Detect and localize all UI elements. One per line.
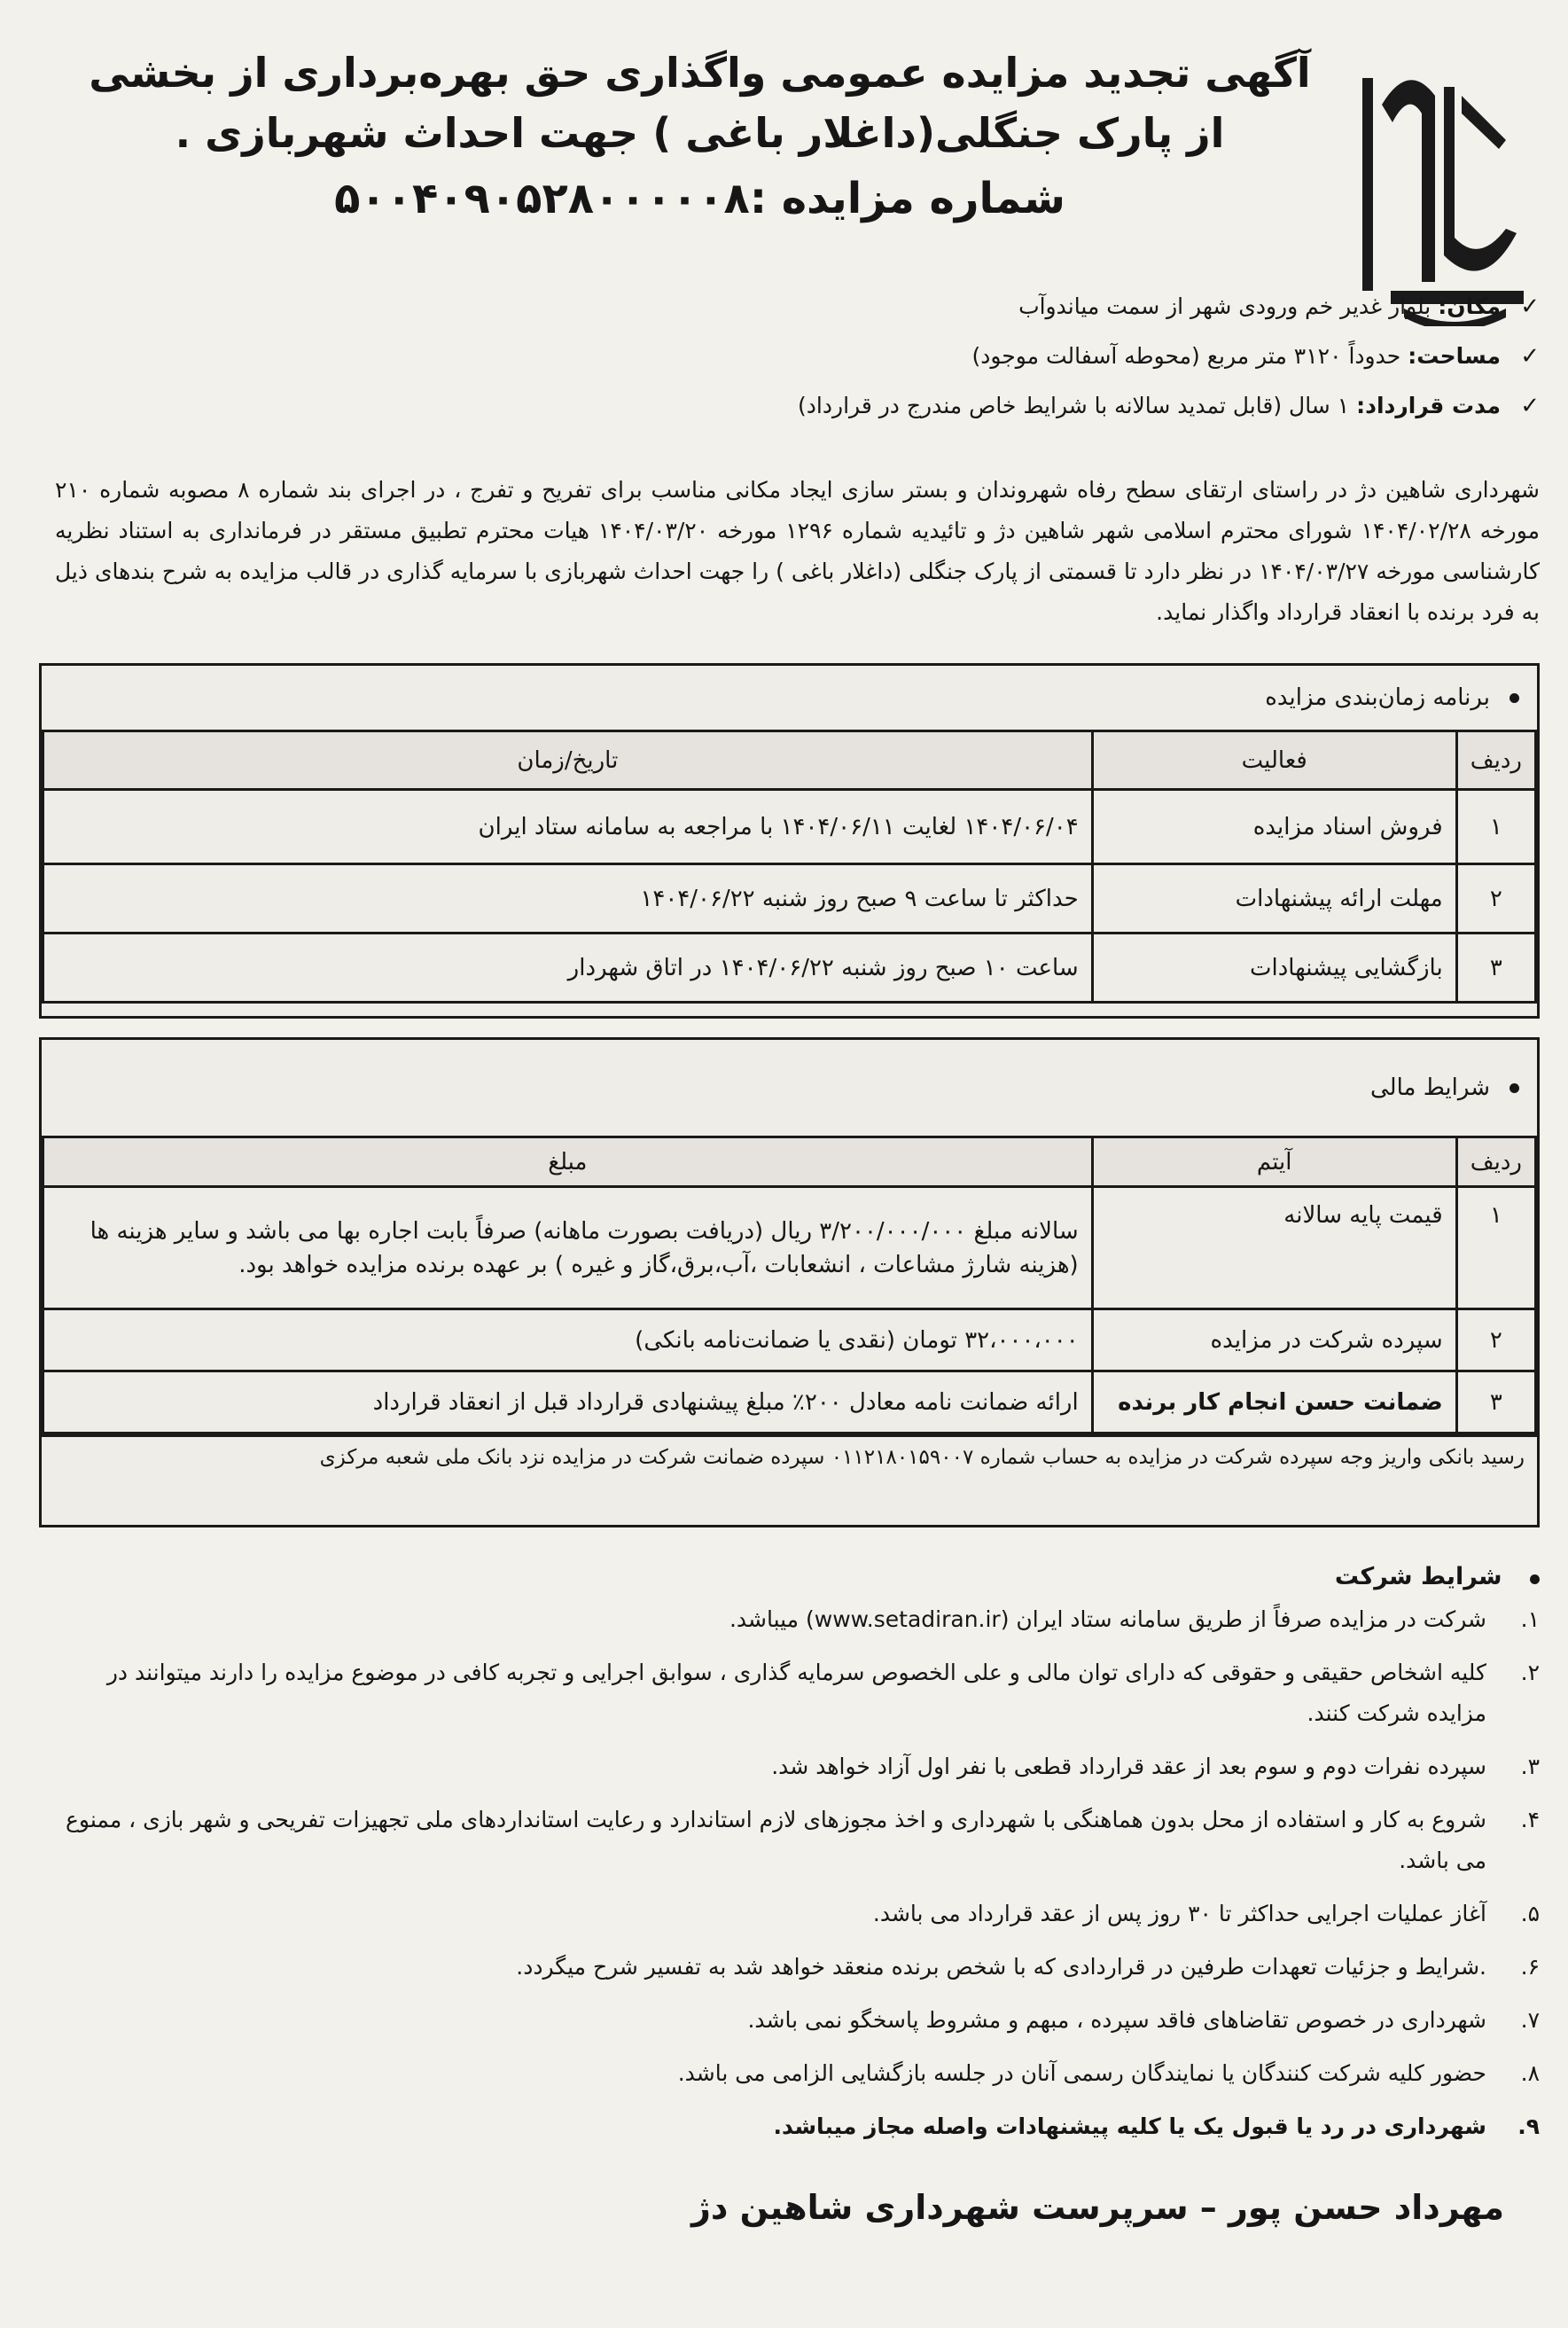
conditions-heading: شرایط شرکت xyxy=(55,1563,1540,1590)
table-row: ۳ ضمانت حسن انجام کار برنده ارائه ضمانت نامه معادل ۲۰۰٪ مبلغ پیشنهادی قرارداد قبل از انعقاد قرارداد xyxy=(43,1371,1536,1434)
list-item: ۸. حضور کلیه شرکت کنندگان یا نمایندگان رسمی آنان در جلسه بازگشایی الزامی می باشد. xyxy=(677,2060,1540,2086)
participation-conditions xyxy=(55,1563,1540,2160)
schedule-heading: برنامه زمان‌بندی مزایده xyxy=(42,666,1537,730)
table-row: ۲ مهلت ارائه پیشنهادات حداکثر تا ساعت ۹ صبح روز شنبه ۱۴۰۴/۰۶/۲۲ xyxy=(43,864,1536,934)
intro-paragraph: شهرداری شاهین دژ در راستای ارتقای سطح رفاه شهروندان و بستر سازی ایجاد مکانی مناسب برای تفریح و تفرج ، در اجرای بند شماره ۸ مصوبه شماره ۲۱۰ مورخه ۱۴۰۴/۰۲/۲۸ شورای محترم اسلامی شهر شاهین دژ و تائیدیه شماره ۱۲۹۶ مورخه ۱۴۰۴/۰۳/۲۰ هیات محترم تطبیق مستقر در فرمانداری به استناد نظریه کارشناسی مورخه ۱۴۰۴/۰۳/۲۷ در نظر دارد تا قسمتی از پارک جنگلی (داغلار باغی ) را جهت احداث شهربازی با سرمایه گذاری در قالب مزایده به شرح بندهای ذیل به فرد برنده با انعقاد قرارداد واگذار نماید. xyxy=(55,477,1541,625)
fact-location: ✓ مکان: بلوار غدیر خم ورودی شهر از سمت میاندوآب xyxy=(299,282,1540,332)
title-line-2: از پارک جنگلی(داغلار باغی ) جهت احداث شهربازی . xyxy=(175,109,1225,157)
check-icon: ✓ xyxy=(1520,393,1540,419)
conditions-list xyxy=(55,1599,1540,2147)
title-line-1: آگهی تجدید مزایده عمومی واگذاری حق بهره‌برداری از بخشی xyxy=(89,49,1311,97)
schedule-section xyxy=(39,663,1540,1019)
notice-title xyxy=(64,43,1336,230)
table-row: ۱ قیمت پایه سالانه سالانه مبلغ ۳/۲۰۰/۰۰۰/۰۰۰ ریال (دریافت بصورت ماهانه) صرفاً بابت اجاره بها می باشد و سایر هزینه ها (هزینه شارژ مشاعات ، انشعابات ،آب،برق،گاز و غیره ) بر عهده برنده مزایده خواهد بود. xyxy=(43,1187,1536,1309)
check-icon: ✓ xyxy=(1520,293,1540,320)
list-item: ۵. آغاز عملیات اجرایی حداکثر تا ۳۰ روز پس از عقد قرارداد می باشد. xyxy=(872,1901,1540,1926)
bullet-icon xyxy=(1530,1574,1540,1584)
list-item: ۳. سپرده نفرات دوم و سوم بعد از عقد قرارداد قطعی با نفر اول آزاد خواهد شد. xyxy=(771,1754,1540,1779)
bullet-icon xyxy=(1509,1083,1519,1093)
table-header-row: ردیف فعالیت تاریخ/زمان xyxy=(43,731,1536,790)
key-facts xyxy=(299,282,1540,431)
list-item: ۲. کلیه اشخاص حقیقی و حقوقی که دارای توان مالی و علی الخصوص سرمایه گذاری ، سوابق اجرایی و تجربه کافی در موضوع مزایده را دارند میتوانند در مزایده شرکت کنند. xyxy=(106,1660,1540,1726)
auction-number: شماره مزایده :۵۰۰۴۰۹۰۵۲۸۰۰۰۰۰۸ xyxy=(334,174,1065,223)
signature: مهرداد حسن پور – سرپرست شهرداری شاهین دژ xyxy=(690,2188,1504,2227)
table-row: ۲ سپرده شرکت در مزایده ۳۲،۰۰۰،۰۰۰ تومان (نقدی یا ضمانت‌نامه بانکی) xyxy=(43,1309,1536,1371)
bank-receipt-note: رسید بانکی واریز وجه سپرده شرکت در مزایده به حساب شماره ۰۱۱۲۱۸۰۱۵۹۰۰۷ سپرده ضمانت شرکت در مزایده نزد بانک ملی شعبه مرکزی xyxy=(42,1434,1537,1478)
fact-area: ✓ مساحت: حدوداً ۳۱۲۰ متر مربع (محوطه آسفالت موجود) xyxy=(299,332,1540,381)
list-item: ۹. شهرداری در رد یا قبول یک یا کلیه پیشنهادات واصله مجاز میباشد. xyxy=(773,2113,1540,2139)
notice-page xyxy=(28,25,1540,2303)
list-item: ۴. شروع به کار و استفاده از محل بدون هماهنگی با شهرداری و اخذ مجوزهای لازم استاندارد و رعایت استانداردهای ملی تجهیزات تفریحی و شهر بازی ، ممنوع می باشد. xyxy=(65,1807,1540,1873)
financial-table xyxy=(42,1136,1537,1434)
table-row: ۳ بازگشایی پیشنهادات ساعت ۱۰ صبح روز شنبه ۱۴۰۴/۰۶/۲۲ در اتاق شهردار xyxy=(43,934,1536,1003)
schedule-table xyxy=(42,730,1537,1004)
fact-duration: ✓ مدت قرارداد: ۱ سال (قابل تمدید سالانه با شرایط خاص مندرج در قرارداد) xyxy=(299,381,1540,431)
table-header-row: ردیف آیتم مبلغ xyxy=(43,1137,1536,1187)
check-icon: ✓ xyxy=(1520,343,1540,370)
financial-section xyxy=(39,1037,1540,1527)
list-item: ۷. شهرداری در خصوص تقاضاهای فاقد سپرده ، مبهم و مشروط پاسخگو نمی باشد. xyxy=(747,2007,1540,2033)
financial-heading: شرایط مالی xyxy=(42,1040,1537,1136)
bullet-icon xyxy=(1509,693,1519,703)
list-item: ۶. .شرایط و جزئیات تعهدات طرفین در قراردادی که با شخص برنده منعقد خواهد شد به تفسیر شرح میگردد. xyxy=(516,1954,1540,1980)
table-row: ۱ فروش اسناد مزایده ۱۴۰۴/۰۶/۰۴ لغایت ۱۴۰۴/۰۶/۱۱ با مراجعه به سامانه ستاد ایران xyxy=(43,790,1536,864)
list-item: ۱. شرکت در مزایده صرفاً از طریق سامانه ستاد ایران (www.setadiran.ir) میباشد. xyxy=(729,1606,1540,1632)
